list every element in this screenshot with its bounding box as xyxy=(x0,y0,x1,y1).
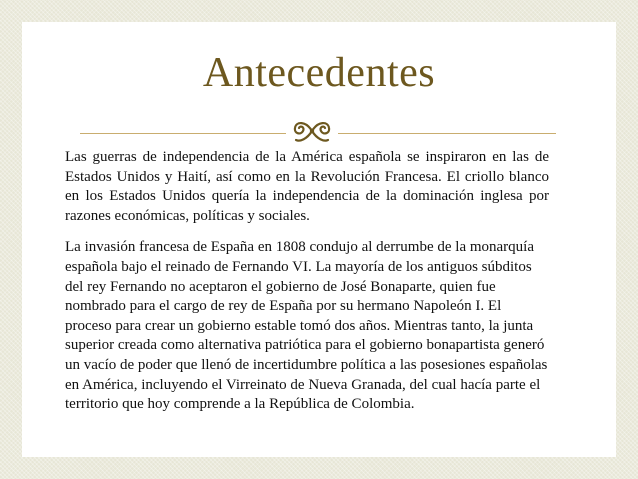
paragraph: Las guerras de independencia de la América española se inspiraron en las de Estados Unidos y Haití, así como en la Revolución Francesa. El criollo blanco en los Estados Unidos quería la independencia de la dominación inglesa por razones económicas, políticas y sociales. xyxy=(65,149,549,224)
title-rule-right xyxy=(338,133,556,134)
slide-body xyxy=(65,148,549,415)
scroll-ornament-icon xyxy=(290,117,334,145)
slide-title: Antecedentes xyxy=(202,50,436,96)
paragraph: La invasión francesa de España en 1808 condujo al derrumbe de la monarquía española bajo el reinado de Fernando VI. La mayoría de los antiguos súbditos del rey Fernando no aceptaron el gobierno de José Bonaparte, quien fue nombrado para el cargo de rey de España por su hermano Napoleón I. El proceso para crear un gobierno estable tomó dos años. Mientras tanto, la junta superior creada como alternativa patriótica para el gobierno bonapartista generó un vacío de poder que llenó de incertidumbre política a las posesiones españolas en América, incluyendo el Virreinato de Nueva Granada, del cual hacía parte el territorio que hoy comprende a la República de Colombia. xyxy=(65,239,548,413)
title-rule-left xyxy=(80,133,286,134)
